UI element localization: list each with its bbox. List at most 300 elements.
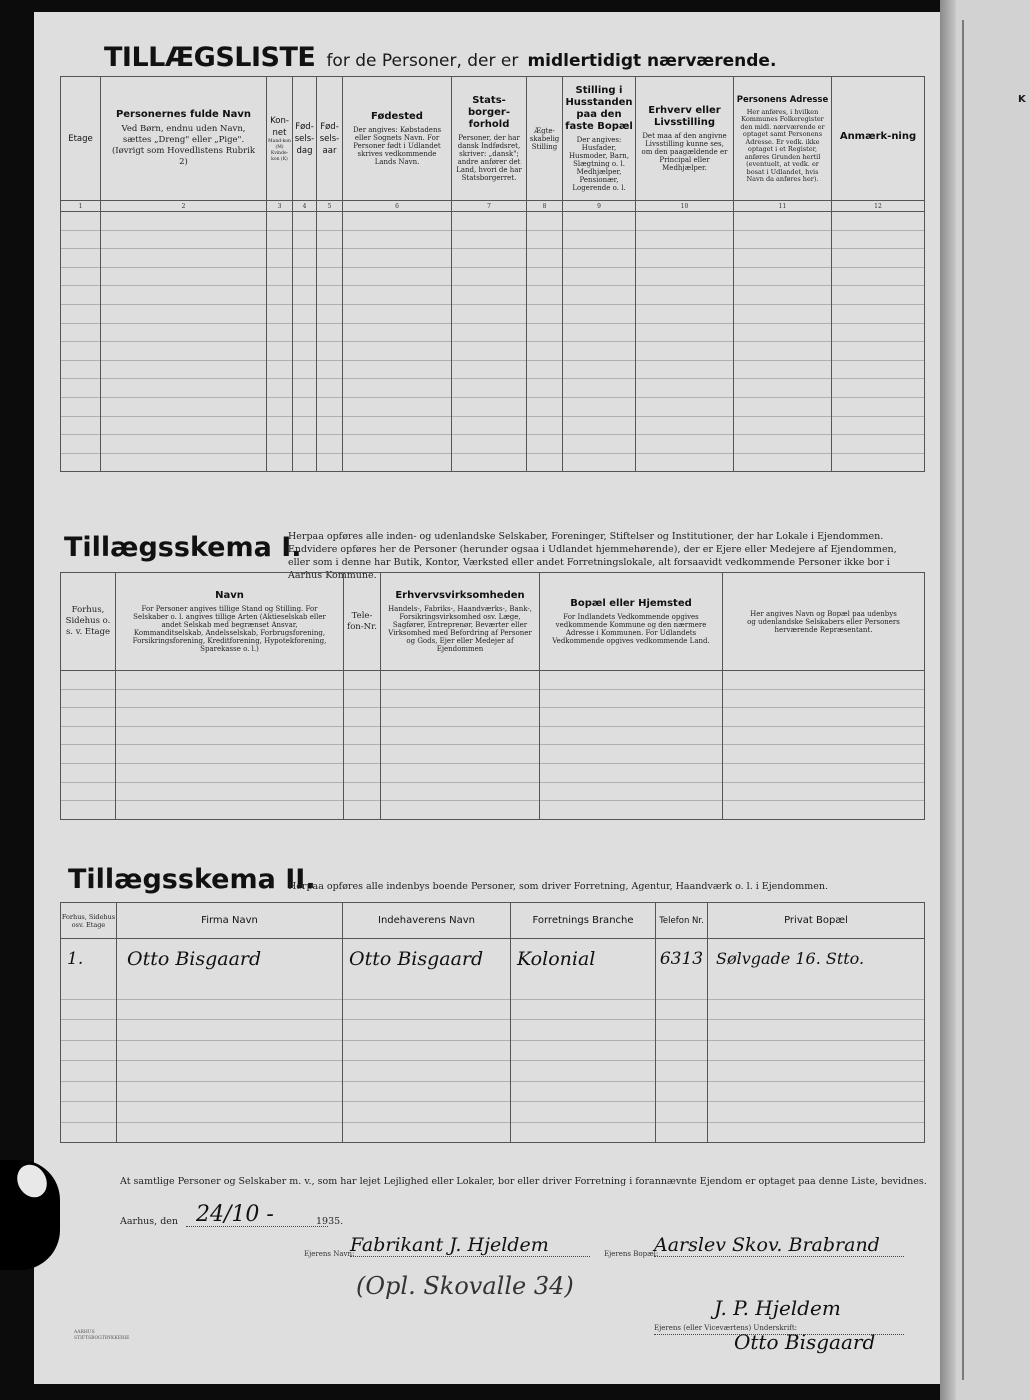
liste-empty-cell: [527, 435, 563, 454]
liste-empty-cell: [636, 249, 734, 268]
liste-empty-cell: [527, 416, 563, 435]
liste-empty-cell: [317, 379, 343, 398]
liste-empty-cell: [563, 360, 636, 379]
liste-empty-cell: [317, 360, 343, 379]
skema1-empty-cell: [540, 763, 723, 782]
liste-empty-cell: [563, 453, 636, 472]
liste-empty-cell: [61, 286, 101, 305]
liste-col-navn: Personernes fulde Navn Ved Børn, endnu uden Navn, sættes „Dreng" eller „Pige". (Iøvrigt som Hovedlistens Rubrik 2): [101, 77, 267, 201]
skema1-empty-cell: [344, 782, 381, 801]
liste-empty-cell: [317, 416, 343, 435]
liste-empty-cell: [527, 360, 563, 379]
liste-empty-cell: [452, 304, 527, 323]
liste-empty-cell: [452, 416, 527, 435]
skema1-empty-cell: [116, 689, 344, 708]
liste-empty-cell: [452, 453, 527, 472]
entry-etage: 1.: [61, 939, 117, 979]
liste-empty-cell: [734, 379, 832, 398]
skema2-empty-cell: [708, 1061, 925, 1082]
skema2-empty-cell: [117, 1102, 343, 1123]
liste-empty-cell: [636, 304, 734, 323]
liste-empty-cell: [101, 416, 267, 435]
liste-empty-cell: [563, 267, 636, 286]
liste-empty-cell: [734, 360, 832, 379]
liste-empty-cell: [563, 416, 636, 435]
skema2-empty-row: [61, 1020, 925, 1041]
skema1-empty-row: [61, 745, 925, 764]
footer-date: 24/10 -: [196, 1202, 274, 1227]
skema2-empty-cell: [656, 1122, 708, 1143]
liste-empty-row: [61, 212, 925, 231]
skema2-empty-row: [61, 1122, 925, 1143]
liste-empty-cell: [734, 267, 832, 286]
liste-empty-cell: [61, 230, 101, 249]
liste-title-mid: for de Personer, der er: [326, 51, 519, 71]
skema1-empty-row: [61, 726, 925, 745]
owner-name: Fabrikant J. Hjeldem: [350, 1234, 549, 1256]
skema2-empty-cell: [117, 1061, 343, 1082]
skema1-empty-cell: [116, 671, 344, 690]
liste-table: [60, 76, 925, 472]
footer-attest: At samtlige Personer og Selskaber m. v., som har lejet Lejlighed eller Lokaler, bor eller driver Forretning i forannævnte Ejendom er optaget paa denne Liste, bevidnes.: [120, 1176, 927, 1187]
skema2-empty-cell: [708, 1122, 925, 1143]
skema1-empty-cell: [344, 801, 381, 820]
skema2-col-branche: Forretnings Branche: [511, 903, 656, 939]
skema1-empty-cell: [723, 689, 925, 708]
skema2-empty-cell: [117, 1040, 343, 1061]
liste-empty-cell: [267, 230, 293, 249]
liste-empty-cell: [343, 379, 452, 398]
liste-empty-cell: [101, 267, 267, 286]
skema2-empty-cell: [708, 1102, 925, 1123]
skema2-empty-cell: [343, 979, 511, 1000]
entry-telefon: 6313: [656, 939, 708, 979]
skema1-empty-row: [61, 801, 925, 820]
liste-empty-cell: [293, 342, 317, 361]
liste-empty-cell: [61, 435, 101, 454]
skema1-col-bopael: Bopæl eller Hjemsted For Indlandets Vedkommende opgives vedkommende Kommune og den nærmere Adresse i Kommunen. For Udlandets Vedkommende opgives vedkommende Land.: [540, 573, 723, 671]
liste-empty-cell: [61, 342, 101, 361]
skema1-empty-cell: [540, 745, 723, 764]
liste-empty-cell: [563, 435, 636, 454]
entry-indehaver: Otto Bisgaard: [343, 939, 511, 979]
skema1-empty-cell: [381, 689, 540, 708]
liste-empty-cell: [527, 323, 563, 342]
skema2-col-firma: Firma Navn: [117, 903, 343, 939]
skema2-empty-row: [61, 979, 925, 1000]
liste-empty-cell: [293, 230, 317, 249]
liste-col-aegteskab: Ægte-skabelig Stilling: [527, 77, 563, 201]
skema1-empty-cell: [381, 801, 540, 820]
liste-empty-cell: [527, 230, 563, 249]
liste-empty-cell: [293, 435, 317, 454]
skema1-empty-cell: [344, 745, 381, 764]
skema1-empty-cell: [344, 726, 381, 745]
liste-empty-cell: [61, 304, 101, 323]
signature-2: Otto Bisgaard: [734, 1330, 876, 1354]
skema1-col-etage: Forhus, Sidehus o. s. v. Etage: [61, 573, 116, 671]
skema1-empty-cell: [116, 763, 344, 782]
skema2-empty-row: [61, 1040, 925, 1061]
liste-empty-row: [61, 230, 925, 249]
skema2-empty-cell: [708, 1081, 925, 1102]
liste-empty-cell: [343, 230, 452, 249]
skema2-col-indehaver: Indehaverens Navn: [343, 903, 511, 939]
liste-empty-cell: [636, 435, 734, 454]
liste-empty-cell: [832, 323, 925, 342]
liste-empty-row: [61, 360, 925, 379]
liste-empty-cell: [734, 323, 832, 342]
liste-title-main: TILLÆGSLISTE: [104, 42, 316, 73]
skema2-empty-row: [61, 1081, 925, 1102]
liste-empty-cell: [636, 267, 734, 286]
skema1-empty-row: [61, 671, 925, 690]
liste-col-fodselsdag: Fød-sels-dag: [293, 77, 317, 201]
skema2-entry-row: [61, 939, 925, 979]
liste-empty-cell: [317, 342, 343, 361]
skema1-empty-cell: [723, 745, 925, 764]
liste-empty-cell: [267, 397, 293, 416]
skema2-empty-cell: [117, 1020, 343, 1041]
liste-empty-cell: [343, 249, 452, 268]
liste-col-statsborger: Stats-borger-forhold Personer, der har dansk Indfødsret, skriver: „dansk"; andre anfører det Land, hvori de har Statsborgerret.: [452, 77, 527, 201]
liste-number-row: 1 2 3 4 5 6 7 8 9 10 11 12: [61, 201, 925, 212]
liste-empty-row: [61, 304, 925, 323]
liste-empty-cell: [61, 416, 101, 435]
liste-empty-cell: [636, 342, 734, 361]
liste-empty-cell: [293, 379, 317, 398]
skema2-empty-row: [61, 1061, 925, 1082]
liste-empty-cell: [452, 342, 527, 361]
adjacent-page-mark: K: [1018, 94, 1026, 105]
skema2-empty-cell: [117, 999, 343, 1020]
skema2-empty-cell: [343, 1122, 511, 1143]
skema1-empty-cell: [116, 782, 344, 801]
liste-empty-cell: [452, 360, 527, 379]
skema1-table: [60, 572, 925, 820]
skema1-empty-cell: [723, 801, 925, 820]
skema2-empty-cell: [61, 1020, 117, 1041]
owner-note: (Opl. Skovalle 34): [356, 1272, 574, 1300]
liste-empty-cell: [317, 249, 343, 268]
liste-empty-row: [61, 342, 925, 361]
liste-empty-cell: [317, 323, 343, 342]
liste-empty-cell: [636, 286, 734, 305]
liste-empty-cell: [267, 249, 293, 268]
liste-empty-cell: [317, 212, 343, 231]
liste-empty-cell: [343, 435, 452, 454]
liste-empty-cell: [832, 379, 925, 398]
liste-empty-cell: [293, 397, 317, 416]
liste-empty-cell: [293, 212, 317, 231]
liste-empty-cell: [101, 397, 267, 416]
skema1-empty-cell: [61, 726, 116, 745]
liste-empty-cell: [832, 230, 925, 249]
liste-empty-cell: [293, 286, 317, 305]
liste-empty-cell: [343, 267, 452, 286]
liste-empty-cell: [452, 212, 527, 231]
footer-year: 1935.: [316, 1216, 344, 1227]
liste-empty-cell: [636, 379, 734, 398]
owner-addr: Aarslev Skov. Brabrand: [654, 1234, 880, 1256]
skema1-empty-cell: [61, 782, 116, 801]
liste-empty-row: [61, 323, 925, 342]
liste-empty-cell: [317, 304, 343, 323]
skema1-body: [61, 671, 925, 820]
liste-empty-cell: [734, 435, 832, 454]
skema2-empty-cell: [708, 1040, 925, 1061]
liste-empty-cell: [61, 323, 101, 342]
liste-empty-cell: [563, 323, 636, 342]
skema2-empty-cell: [708, 1020, 925, 1041]
liste-empty-cell: [343, 360, 452, 379]
skema2-empty-cell: [117, 1081, 343, 1102]
skema2-empty-cell: [656, 979, 708, 1000]
skema1-empty-cell: [723, 726, 925, 745]
liste-empty-row: [61, 435, 925, 454]
skema2-empty-cell: [61, 1122, 117, 1143]
skema1-empty-cell: [723, 782, 925, 801]
liste-empty-cell: [317, 435, 343, 454]
liste-empty-cell: [563, 397, 636, 416]
liste-empty-cell: [101, 453, 267, 472]
skema2-col-bopael: Privat Bopæl: [708, 903, 925, 939]
skema2-body: [61, 979, 925, 1143]
skema2-empty-cell: [511, 999, 656, 1020]
skema2-empty-cell: [61, 979, 117, 1000]
margin-line: [962, 20, 964, 1380]
liste-empty-cell: [452, 397, 527, 416]
liste-empty-cell: [563, 286, 636, 305]
liste-empty-cell: [343, 323, 452, 342]
liste-empty-cell: [293, 453, 317, 472]
skema1-empty-cell: [381, 708, 540, 727]
liste-empty-cell: [527, 397, 563, 416]
liste-col-kon: Kon-net Mand-kon (M) Kvinde-kon (K): [267, 77, 293, 201]
liste-empty-cell: [343, 342, 452, 361]
skema2-empty-cell: [117, 1122, 343, 1143]
liste-empty-cell: [317, 230, 343, 249]
skema1-empty-cell: [344, 689, 381, 708]
liste-col-fodested: Fødested Der angives: Købstadens eller Sognets Navn. For Personer født i Udlandet skrives vedkommende Lands Navn.: [343, 77, 452, 201]
liste-empty-row: [61, 453, 925, 472]
liste-empty-cell: [293, 416, 317, 435]
skema1-empty-row: [61, 763, 925, 782]
owner-addr-line: [654, 1256, 904, 1257]
liste-empty-cell: [267, 379, 293, 398]
liste-empty-cell: [293, 360, 317, 379]
liste-empty-cell: [734, 342, 832, 361]
liste-empty-cell: [452, 379, 527, 398]
skema2-empty-cell: [656, 1020, 708, 1041]
skema2-empty-cell: [343, 1102, 511, 1123]
skema2-empty-cell: [61, 1102, 117, 1123]
liste-empty-cell: [734, 230, 832, 249]
skema1-empty-cell: [61, 671, 116, 690]
liste-col-husstand: Stilling i Husstanden paa den faste Bopæl Der angives: Husfader, Husmoder, Barn, Slægtning o. l. Medhjælper, Pensionær, Logerende o. l.: [563, 77, 636, 201]
liste-title-end: midlertidigt nærværende.: [527, 51, 777, 71]
liste-empty-cell: [61, 249, 101, 268]
adjacent-page: [940, 0, 1030, 1400]
liste-empty-cell: [61, 212, 101, 231]
liste-header-row: [61, 77, 925, 201]
liste-empty-cell: [832, 435, 925, 454]
liste-empty-row: [61, 379, 925, 398]
skema1-empty-cell: [61, 689, 116, 708]
liste-empty-cell: [101, 304, 267, 323]
liste-empty-row: [61, 267, 925, 286]
liste-empty-cell: [452, 249, 527, 268]
skema1-empty-cell: [381, 745, 540, 764]
liste-empty-cell: [317, 286, 343, 305]
skema1-empty-cell: [116, 726, 344, 745]
thumb-shadow: [0, 1160, 60, 1270]
skema2-empty-cell: [656, 1102, 708, 1123]
liste-empty-cell: [343, 212, 452, 231]
liste-empty-cell: [832, 397, 925, 416]
liste-empty-cell: [527, 249, 563, 268]
liste-empty-cell: [267, 286, 293, 305]
liste-empty-cell: [832, 212, 925, 231]
owner-name-line: [350, 1256, 590, 1257]
skema2-empty-cell: [656, 1081, 708, 1102]
liste-empty-cell: [832, 267, 925, 286]
liste-empty-cell: [101, 286, 267, 305]
liste-empty-cell: [101, 342, 267, 361]
liste-empty-cell: [734, 212, 832, 231]
sign-label: Ejerens (eller Viceværtens) Underskrift:: [654, 1324, 797, 1332]
liste-empty-cell: [61, 453, 101, 472]
skema1-empty-cell: [540, 726, 723, 745]
liste-col-erhverv: Erhverv eller Livsstilling Det maa af den angivne Livsstilling kunne ses, om den paagældende er Principal eller Medhjælper.: [636, 77, 734, 201]
liste-empty-cell: [452, 267, 527, 286]
skema1-empty-cell: [61, 801, 116, 820]
skema1-title: Tillægsskema I.: [64, 532, 302, 563]
skema2-empty-cell: [511, 1020, 656, 1041]
skema1-intro: Herpaa opføres alle inden- og udenlandske Selskaber, Foreninger, Stiftelser og Institutioner, der har Lokale i Ejendommen. Endvidere opføres her de Personer (herunder ogsaa i Udlandet hjemmehørende), der er Ejere eller Medejere af Ejendommen, eller som i denne har Butik, Kontor, Værksted eller andet Forretningslokale, alt forsaavidt vedkommende Personer ikke bor i Aarhus Kommune.: [288, 531, 897, 581]
skema2-empty-cell: [511, 979, 656, 1000]
skema1-empty-cell: [381, 726, 540, 745]
liste-empty-cell: [563, 230, 636, 249]
liste-empty-cell: [636, 230, 734, 249]
entry-branche: Kolonial: [511, 939, 656, 979]
skema2-col-etage: Forhus, Sidehus osv. Etage: [61, 903, 117, 939]
skema1-empty-cell: [540, 671, 723, 690]
liste-empty-cell: [317, 453, 343, 472]
liste-empty-cell: [293, 323, 317, 342]
liste-empty-cell: [734, 397, 832, 416]
liste-empty-cell: [343, 416, 452, 435]
skema1-empty-cell: [116, 708, 344, 727]
skema2-title: Tillægsskema II.: [68, 864, 316, 895]
printer-imprint: AARHUS STIFTSBOGTRYKKERIE: [74, 1330, 130, 1341]
skema2-empty-cell: [117, 979, 343, 1000]
skema1-empty-cell: [381, 782, 540, 801]
skema2-empty-cell: [61, 1040, 117, 1061]
skema2-empty-row: [61, 999, 925, 1020]
skema2-empty-cell: [511, 1122, 656, 1143]
liste-empty-cell: [101, 212, 267, 231]
skema2-empty-cell: [343, 1020, 511, 1041]
liste-empty-cell: [61, 379, 101, 398]
skema1-empty-cell: [381, 763, 540, 782]
liste-empty-row: [61, 416, 925, 435]
liste-col-fodselsaar: Fød-sels-aar: [317, 77, 343, 201]
skema2-empty-cell: [511, 1061, 656, 1082]
liste-empty-cell: [452, 230, 527, 249]
liste-body: [61, 212, 925, 472]
liste-empty-cell: [61, 267, 101, 286]
liste-empty-cell: [343, 286, 452, 305]
skema2-empty-cell: [708, 979, 925, 1000]
owner-name-label: Ejerens Navn:: [304, 1250, 355, 1258]
skema1-empty-cell: [61, 763, 116, 782]
liste-empty-cell: [832, 249, 925, 268]
liste-empty-cell: [636, 453, 734, 472]
liste-empty-cell: [636, 212, 734, 231]
footer-place: Aarhus, den: [120, 1216, 179, 1227]
skema2-empty-cell: [61, 1081, 117, 1102]
liste-empty-cell: [734, 286, 832, 305]
skema2-empty-cell: [343, 1061, 511, 1082]
liste-empty-cell: [527, 342, 563, 361]
liste-empty-cell: [267, 360, 293, 379]
liste-empty-cell: [527, 267, 563, 286]
skema1-empty-cell: [723, 763, 925, 782]
skema1-empty-cell: [344, 708, 381, 727]
skema2-empty-cell: [343, 1040, 511, 1061]
form-page: [34, 12, 940, 1384]
skema1-empty-cell: [61, 745, 116, 764]
liste-empty-cell: [61, 360, 101, 379]
skema2-empty-cell: [511, 1081, 656, 1102]
liste-empty-cell: [832, 342, 925, 361]
liste-empty-cell: [101, 379, 267, 398]
skema1-empty-cell: [723, 708, 925, 727]
liste-empty-cell: [832, 453, 925, 472]
skema2-table: [60, 902, 925, 1143]
skema1-col-telefon: Tele-fon-Nr.: [344, 573, 381, 671]
liste-empty-row: [61, 397, 925, 416]
liste-empty-row: [61, 286, 925, 305]
liste-empty-cell: [527, 304, 563, 323]
liste-empty-cell: [293, 304, 317, 323]
liste-empty-cell: [101, 323, 267, 342]
liste-empty-cell: [267, 416, 293, 435]
liste-empty-cell: [563, 304, 636, 323]
liste-empty-cell: [343, 304, 452, 323]
liste-empty-cell: [343, 453, 452, 472]
liste-empty-cell: [267, 304, 293, 323]
liste-col-etage: Etage: [61, 77, 101, 201]
skema2-empty-cell: [343, 999, 511, 1020]
liste-empty-cell: [563, 212, 636, 231]
skema1-empty-cell: [344, 671, 381, 690]
liste-empty-cell: [101, 249, 267, 268]
liste-empty-cell: [293, 249, 317, 268]
liste-empty-cell: [267, 267, 293, 286]
entry-firma: Otto Bisgaard: [117, 939, 343, 979]
skema2-empty-cell: [343, 1081, 511, 1102]
skema2-header-row: [61, 903, 925, 939]
liste-empty-cell: [832, 360, 925, 379]
liste-empty-cell: [527, 379, 563, 398]
liste-empty-cell: [267, 453, 293, 472]
liste-empty-cell: [452, 286, 527, 305]
skema1-empty-cell: [116, 745, 344, 764]
skema1-empty-cell: [723, 671, 925, 690]
liste-empty-cell: [832, 416, 925, 435]
